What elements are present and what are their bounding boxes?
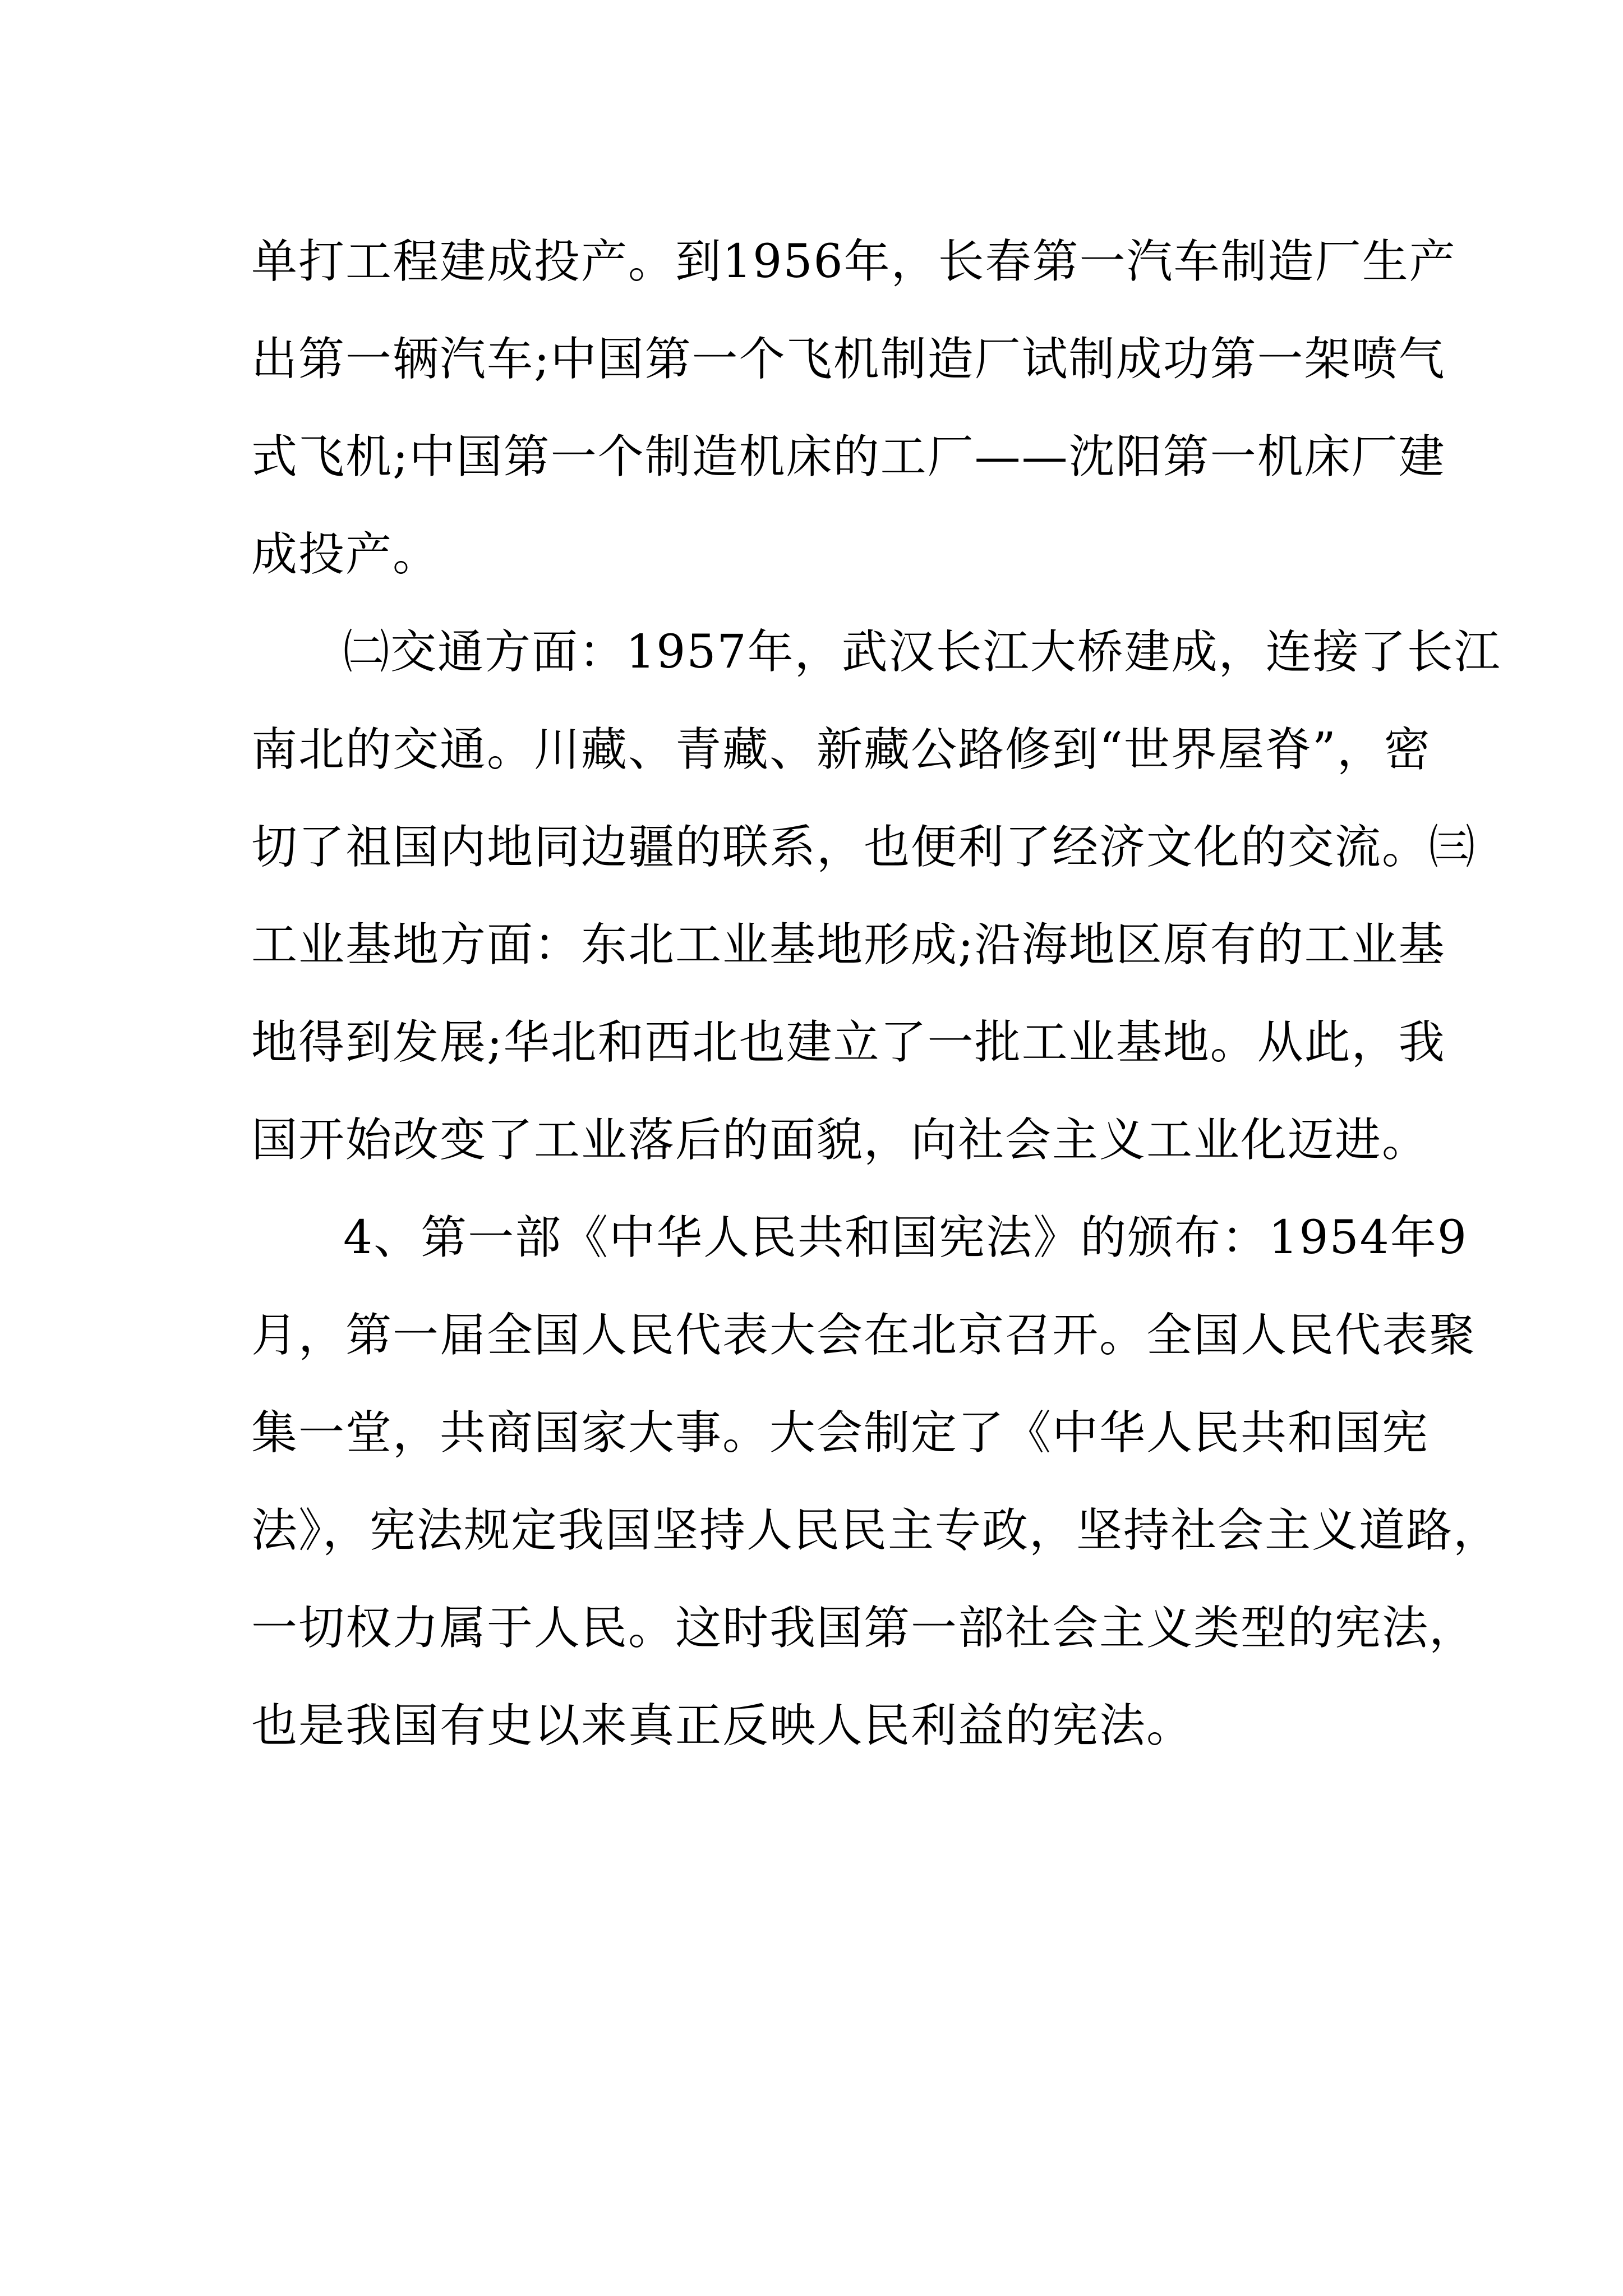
text-line: 法》，宪法规定我国坚持人民民主专政，坚持社会主义道路，	[251, 1504, 1501, 1557]
paragraph-transportation	[251, 604, 1501, 1189]
text-line: 一切权力属于人民。这时我国第一部社会主义类型的宪法，	[251, 1602, 1477, 1655]
text-line: 切了祖国内地同边疆的联系，也便利了经济文化的交流。㈢	[251, 821, 1477, 874]
text-line: 单打工程建成投产。到1956年，长春第一汽车制造厂生产	[251, 235, 1456, 288]
body-text	[251, 213, 1501, 1775]
text-line: 月，第一届全国人民代表大会在北京召开。全国人民代表聚	[251, 1309, 1477, 1362]
paragraph-industry-achievements	[251, 213, 1456, 604]
paragraph-constitution	[251, 1189, 1501, 1775]
text-line: 成投产。	[251, 528, 440, 581]
text-line: 工业基地方面：东北工业基地形成;沿海地区原有的工业基	[251, 918, 1446, 972]
text-line: 集一堂，共商国家大事。大会制定了《中华人民共和国宪	[251, 1406, 1430, 1460]
text-line: 国开始改变了工业落后的面貌，向社会主义工业化迈进。	[251, 1114, 1430, 1167]
text-line: 4、第一部《中华人民共和国宪法》的颁布：1954年9	[343, 1211, 1468, 1264]
text-line: 出第一辆汽车;中国第一个飞机制造厂试制成功第一架喷气	[251, 333, 1446, 386]
text-line: ㈡交通方面：1957年，武汉长江大桥建成，连接了长江	[343, 625, 1501, 679]
text-line: 也是我国有史以来真正反映人民利益的宪法。	[251, 1699, 1194, 1752]
text-line: 南北的交通。川藏、青藏、新藏公路修到“世界屋脊”，密	[251, 723, 1431, 776]
text-line: 地得到发展;华北和西北也建立了一批工业基地。从此，我	[251, 1016, 1446, 1069]
text-line: 式飞机;中国第一个制造机床的工厂——沈阳第一机床厂建	[251, 430, 1446, 484]
